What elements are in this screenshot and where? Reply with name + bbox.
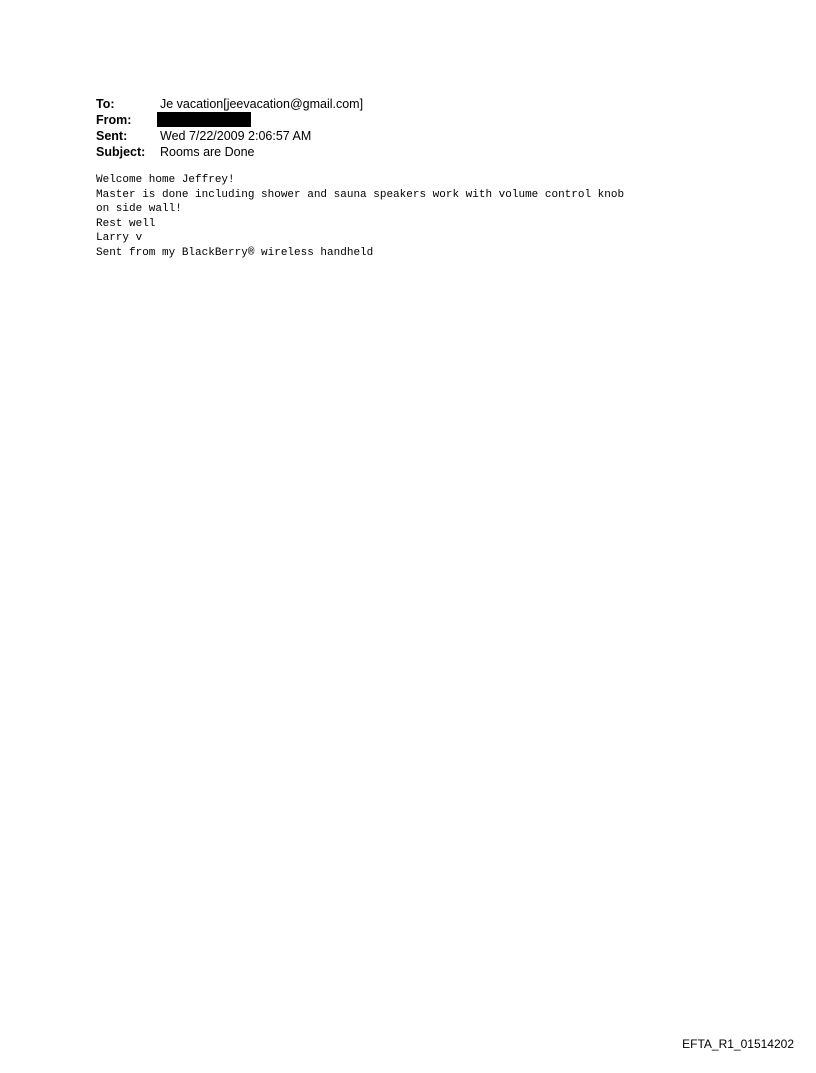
- to-value: Je vacation[jeevacation@gmail.com]: [160, 97, 364, 111]
- subject-label: Subject:: [96, 145, 146, 159]
- body-line: Larry v: [96, 232, 143, 244]
- from-value: [160, 112, 251, 128]
- body-line: Welcome home Jeffrey!: [96, 174, 235, 186]
- document-id: EFTA_R1_01514202: [682, 1037, 794, 1051]
- subject-row: [96, 144, 696, 160]
- redaction-block: [157, 112, 251, 127]
- to-label: To:: [96, 97, 115, 111]
- sent-label: Sent:: [96, 129, 128, 143]
- sent-value: Wed 7/22/2009 2:06:57 AM: [160, 129, 312, 143]
- email-body: [96, 173, 776, 260]
- email-header: [96, 96, 696, 160]
- body-line: on side wall!: [96, 203, 182, 215]
- to-row: [96, 96, 696, 112]
- body-line: Rest well: [96, 217, 156, 230]
- sent-row: [96, 128, 696, 144]
- from-label: From:: [96, 113, 132, 127]
- subject-value: Rooms are Done: [160, 145, 255, 159]
- body-line: Sent from my BlackBerry® wireless handheld: [96, 246, 374, 259]
- body-line: Master is done including shower and sauna speakers work with volume control knob: [96, 188, 625, 201]
- from-row: [96, 112, 696, 128]
